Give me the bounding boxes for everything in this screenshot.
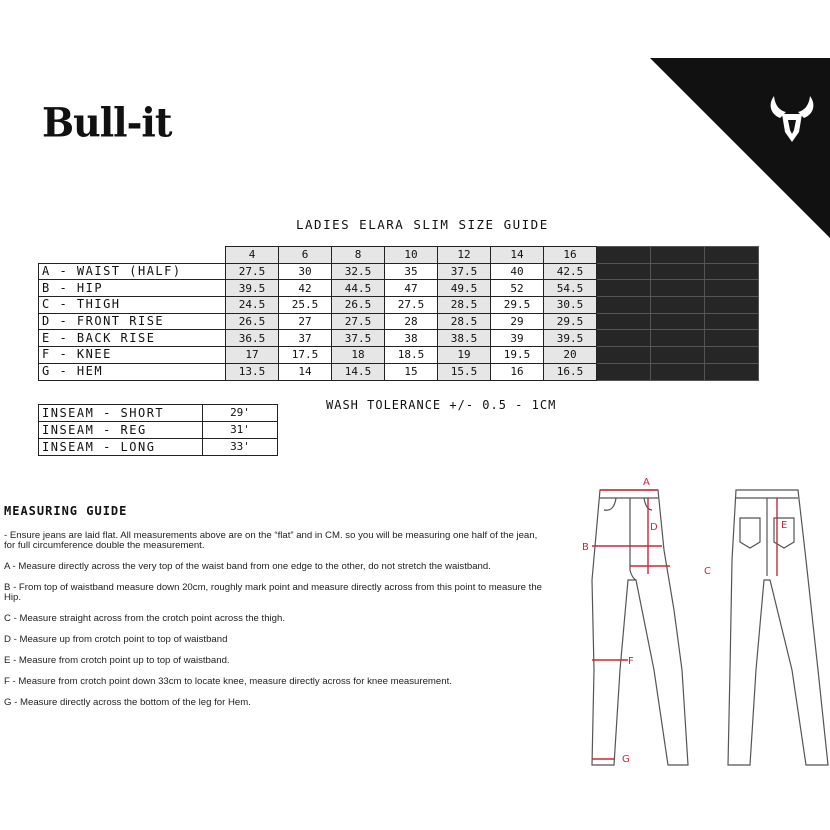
inseam-label: INSEAM - LONG bbox=[39, 439, 203, 456]
measurement-value: 37.5 bbox=[438, 263, 491, 280]
size-table bbox=[38, 246, 759, 381]
unused-size-cell bbox=[597, 247, 651, 264]
unused-size-cell bbox=[597, 263, 651, 280]
measurement-label: A - WAIST (HALF) bbox=[39, 263, 226, 280]
unused-size-cell bbox=[705, 297, 759, 314]
unused-size-cell bbox=[705, 330, 759, 347]
size-header-cell: 8 bbox=[332, 247, 385, 264]
size-table-row bbox=[39, 280, 759, 297]
measurement-label: B - HIP bbox=[39, 280, 226, 297]
measurement-value: 44.5 bbox=[332, 280, 385, 297]
diagram-label-g: G bbox=[622, 754, 630, 765]
measurement-value: 19.5 bbox=[491, 347, 544, 364]
measurement-value: 30.5 bbox=[544, 297, 597, 314]
unused-size-cell bbox=[651, 347, 705, 364]
inseam-row bbox=[39, 439, 278, 456]
jeans-diagram bbox=[570, 470, 830, 770]
measurement-value: 25.5 bbox=[279, 297, 332, 314]
measurement-value: 37 bbox=[279, 330, 332, 347]
guide-item: F - Measure from crotch point down 33cm to locate knee, measure directly across for knee measurement. bbox=[4, 676, 452, 687]
unused-size-cell bbox=[651, 297, 705, 314]
unused-size-cell bbox=[597, 363, 651, 380]
size-table-row bbox=[39, 263, 759, 280]
inseam-row bbox=[39, 422, 278, 439]
unused-size-cell bbox=[705, 313, 759, 330]
measurement-value: 37.5 bbox=[332, 330, 385, 347]
unused-size-cell bbox=[705, 363, 759, 380]
wash-tolerance: WASH TOLERANCE +/- 0.5 - 1CM bbox=[326, 398, 557, 412]
measurement-value: 24.5 bbox=[226, 297, 279, 314]
measurement-value: 14.5 bbox=[332, 363, 385, 380]
size-header-cell: 12 bbox=[438, 247, 491, 264]
inseam-value: 29' bbox=[203, 405, 278, 422]
guide-item: D - Measure up from crotch point to top of waistband bbox=[4, 634, 228, 645]
measurement-value: 26.5 bbox=[226, 313, 279, 330]
measurement-value: 27.5 bbox=[332, 313, 385, 330]
unused-size-cell bbox=[651, 330, 705, 347]
measurement-value: 15.5 bbox=[438, 363, 491, 380]
guide-item: C - Measure straight across from the crotch point across the thigh. bbox=[4, 613, 286, 624]
unused-size-cell bbox=[705, 347, 759, 364]
size-table-row bbox=[39, 297, 759, 314]
measurement-value: 27.5 bbox=[226, 263, 279, 280]
measurement-value: 40 bbox=[491, 263, 544, 280]
diagram-label-f: F bbox=[628, 656, 634, 667]
measurement-value: 38 bbox=[385, 330, 438, 347]
size-header-cell: 14 bbox=[491, 247, 544, 264]
measurement-value: 52 bbox=[491, 280, 544, 297]
unused-size-cell bbox=[651, 363, 705, 380]
front-jeans-outline bbox=[592, 490, 688, 765]
inseam-label: INSEAM - REG bbox=[39, 422, 203, 439]
guide-item: A - Measure directly across the very top of the waist band from one edge to the other, do not stretch the waistband. bbox=[4, 561, 491, 572]
measurement-value: 29.5 bbox=[544, 313, 597, 330]
brand-logo: Bull-it bbox=[42, 98, 172, 147]
measurement-value: 19 bbox=[438, 347, 491, 364]
unused-size-cell bbox=[597, 347, 651, 364]
size-table-row bbox=[39, 313, 759, 330]
diagram-label-c: C bbox=[704, 566, 711, 577]
page-title: LADIES ELARA SLIM SIZE GUIDE bbox=[296, 217, 549, 232]
measurement-label: D - FRONT RISE bbox=[39, 313, 226, 330]
size-header-cell: 10 bbox=[385, 247, 438, 264]
back-jeans-outline bbox=[728, 490, 828, 765]
inseam-value: 31' bbox=[203, 422, 278, 439]
measurement-value: 16.5 bbox=[544, 363, 597, 380]
measurement-value: 28 bbox=[385, 313, 438, 330]
measurement-value: 42.5 bbox=[544, 263, 597, 280]
unused-size-cell bbox=[597, 313, 651, 330]
measurement-value: 42 bbox=[279, 280, 332, 297]
guide-item: - Ensure jeans are laid flat. All measurements above are on the “flat” and in CM. so you will be measuring one half of the jean, for full circumference double the measurement. bbox=[4, 530, 538, 551]
diagram-label-d: D bbox=[650, 522, 658, 533]
unused-size-cell bbox=[651, 313, 705, 330]
measurement-value: 29 bbox=[491, 313, 544, 330]
measurement-value: 30 bbox=[279, 263, 332, 280]
inseam-label: INSEAM - SHORT bbox=[39, 405, 203, 422]
unused-size-cell bbox=[705, 263, 759, 280]
measurement-value: 15 bbox=[385, 363, 438, 380]
size-header-cell: 6 bbox=[279, 247, 332, 264]
guide-item: G - Measure directly across the bottom of the leg for Hem. bbox=[4, 697, 251, 708]
size-header-cell: 4 bbox=[226, 247, 279, 264]
measurement-label: F - KNEE bbox=[39, 347, 226, 364]
measurement-value: 20 bbox=[544, 347, 597, 364]
measurement-value: 16 bbox=[491, 363, 544, 380]
guide-item: E - Measure from crotch point up to top of waistband. bbox=[4, 655, 230, 666]
measuring-guide-title: MEASURING GUIDE bbox=[4, 504, 128, 518]
diagram-label-a: A bbox=[643, 477, 650, 488]
corner-blank-cell bbox=[39, 247, 226, 264]
measurement-value: 27.5 bbox=[385, 297, 438, 314]
size-table-row bbox=[39, 330, 759, 347]
unused-size-cell bbox=[597, 330, 651, 347]
measurement-label: G - HEM bbox=[39, 363, 226, 380]
measurement-value: 39.5 bbox=[226, 280, 279, 297]
measurement-value: 27 bbox=[279, 313, 332, 330]
measurement-value: 39.5 bbox=[544, 330, 597, 347]
unused-size-cell bbox=[651, 280, 705, 297]
measuring-guide-list bbox=[4, 531, 549, 719]
measurement-value: 26.5 bbox=[332, 297, 385, 314]
unused-size-cell bbox=[705, 280, 759, 297]
size-header-row bbox=[39, 247, 759, 264]
measurement-value: 47 bbox=[385, 280, 438, 297]
measurement-value: 38.5 bbox=[438, 330, 491, 347]
measurement-value: 35 bbox=[385, 263, 438, 280]
measurement-label: C - THIGH bbox=[39, 297, 226, 314]
measurement-value: 54.5 bbox=[544, 280, 597, 297]
unused-size-cell bbox=[597, 280, 651, 297]
diagram-label-b: B bbox=[582, 542, 589, 553]
unused-size-cell bbox=[651, 263, 705, 280]
measurement-value: 32.5 bbox=[332, 263, 385, 280]
diagram-label-e: E bbox=[781, 520, 788, 531]
inseam-value: 33' bbox=[203, 439, 278, 456]
unused-size-cell bbox=[597, 297, 651, 314]
measurement-value: 17.5 bbox=[279, 347, 332, 364]
measurement-value: 18.5 bbox=[385, 347, 438, 364]
inseam-table bbox=[38, 404, 278, 456]
measurement-value: 17 bbox=[226, 347, 279, 364]
unused-size-cell bbox=[651, 247, 705, 264]
measurement-value: 14 bbox=[279, 363, 332, 380]
measurement-value: 18 bbox=[332, 347, 385, 364]
measurement-label: E - BACK RISE bbox=[39, 330, 226, 347]
inseam-row bbox=[39, 405, 278, 422]
measurement-value: 28.5 bbox=[438, 297, 491, 314]
measurement-value: 29.5 bbox=[491, 297, 544, 314]
size-table-row bbox=[39, 347, 759, 364]
size-header-cell: 16 bbox=[544, 247, 597, 264]
guide-item: B - From top of waistband measure down 20cm, roughly mark point and measure directly across from this point to measure the Hip. bbox=[4, 582, 543, 603]
measurement-value: 36.5 bbox=[226, 330, 279, 347]
measurement-value: 49.5 bbox=[438, 280, 491, 297]
size-table-row bbox=[39, 363, 759, 380]
unused-size-cell bbox=[705, 247, 759, 264]
measurement-value: 13.5 bbox=[226, 363, 279, 380]
measurement-value: 39 bbox=[491, 330, 544, 347]
measurement-value: 28.5 bbox=[438, 313, 491, 330]
